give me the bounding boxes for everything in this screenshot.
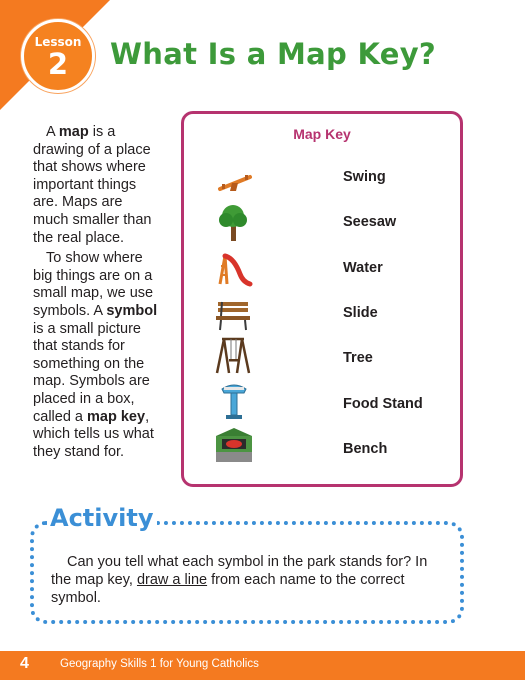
activity-title: Activity [47, 504, 157, 532]
label-swing[interactable]: Swing [343, 169, 386, 185]
bench-icon[interactable] [212, 294, 256, 336]
book-title: Geography Skills 1 for Young Catholics [60, 658, 259, 670]
seesaw-icon[interactable] [212, 161, 256, 203]
term-map-key: map key [87, 408, 146, 425]
lesson-word: Lesson [34, 35, 82, 49]
food-stand-icon[interactable] [212, 424, 256, 466]
term-map: map [58, 124, 89, 140]
paragraph-map [33, 124, 158, 247]
text-run: A [46, 124, 59, 140]
swing-icon[interactable] [212, 335, 256, 377]
activity-instructions [51, 553, 446, 607]
text-run: Can you tell what each symbol in the park stands for? In the map key, [51, 554, 428, 588]
map-key-box [181, 111, 463, 487]
paragraph-symbol [33, 250, 158, 461]
tree-icon[interactable] [212, 202, 256, 244]
page-title: What Is a Map Key? [110, 37, 437, 71]
text-run: is a small picture that stands for something on the map. Symbols are placed in a box, called a [33, 320, 150, 425]
label-water[interactable]: Water [343, 260, 383, 276]
underlined-instruction: draw a line [136, 572, 208, 588]
intro-text [33, 124, 158, 461]
map-key-title: Map Key [293, 126, 351, 142]
label-bench[interactable]: Bench [343, 441, 388, 457]
text-run: from each name to the correct symbol. [51, 572, 405, 606]
page-number: 4 [20, 655, 29, 672]
text-run: , which tells us what they stand for. [33, 408, 154, 460]
term-symbol: symbol [106, 302, 158, 319]
label-tree[interactable]: Tree [343, 350, 373, 366]
label-slide[interactable]: Slide [343, 305, 378, 321]
label-food-stand[interactable]: Food Stand [343, 396, 423, 412]
label-seesaw[interactable]: Seesaw [343, 214, 397, 230]
text-run: is a drawing of a place that shows where important things are. Maps are much smaller than the real place. [33, 124, 152, 246]
slide-icon[interactable] [212, 248, 256, 290]
lesson-number: 2 [47, 47, 69, 81]
lesson-badge [21, 19, 95, 93]
text-run: To show where big things are on a small map, we use symbols. A [33, 250, 154, 319]
footer-bar [0, 651, 525, 680]
water-fountain-icon[interactable] [212, 379, 256, 421]
